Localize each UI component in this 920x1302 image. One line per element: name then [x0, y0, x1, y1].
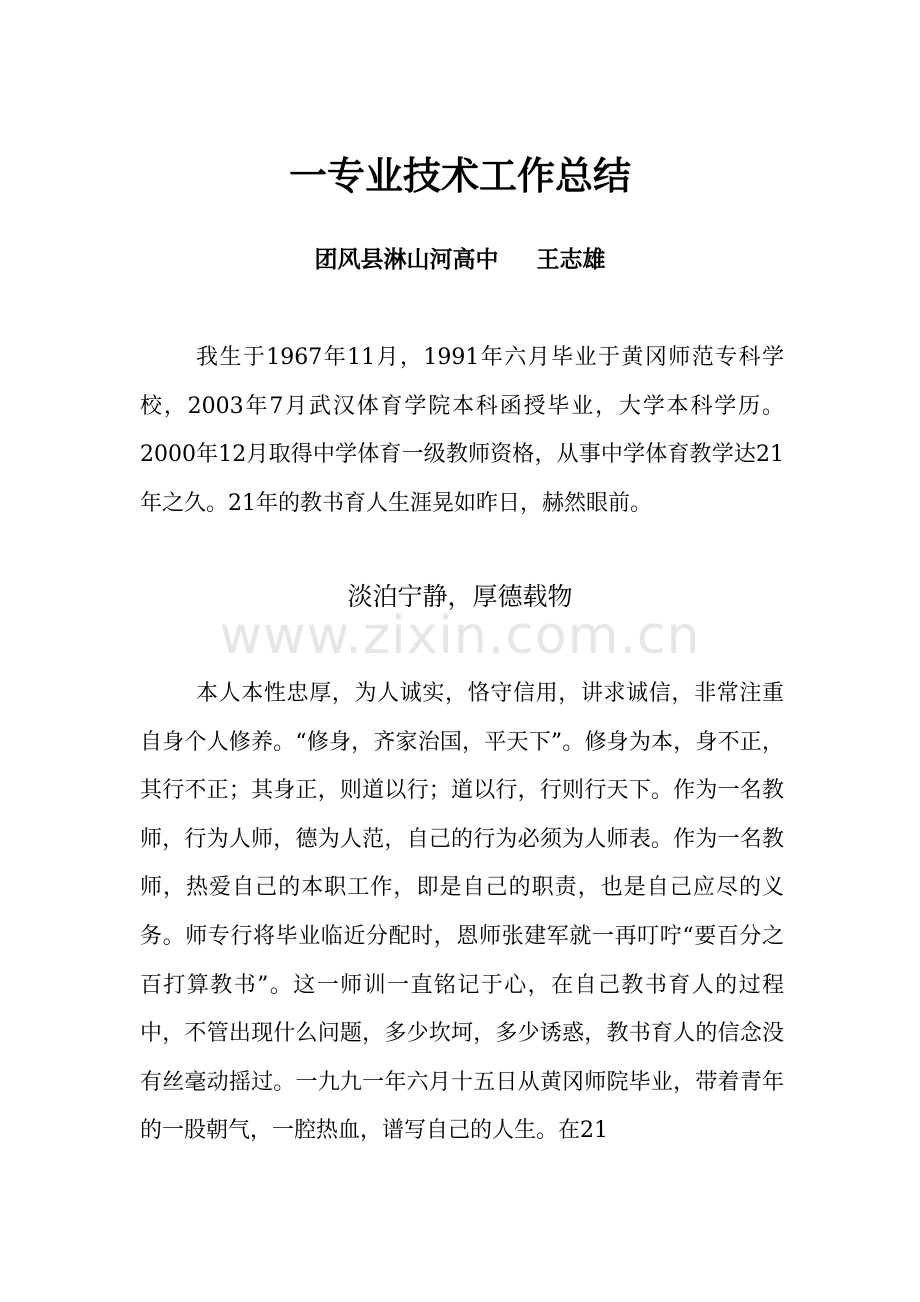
document-title: 一专业技术工作总结	[288, 154, 631, 198]
paragraph-intro: 我生于1967年11月，1991年六月毕业于黄冈师范专科学校，2003年7月武汉体育学院本科函授毕业，大学本科学历。2000年12月取得中学体育一级教师资格，从事中学体育教学达21年之久。21年的教书育人生涯晃如昨日，赫然眼前。	[140, 345, 784, 516]
author-name: 王志雄	[536, 247, 606, 273]
paragraph-body: 本人本性忠厚，为人诚实，恪守信用，讲求诚信，非常注重自身个人修养。“修身，齐家治国，平天下”。修身为本，身不正，其行不正；其身正，则道以行；道以行，行则行天下。作为一名教师，行为人师，德为人范，自己的行为必须为人师表。作为一名教师，热爱自己的本职工作，即是自己的职责，也是自己应尽的义务。师专行将毕业临近分配时，恩师张建军就一再叮咛“要百分之百打算教书”。这一师训一直铭记于心，在自己教书育人的过程中，不管出现什么问题，多少坎坷，多少诱惑，教书育人的信念没有丝毫动摇过。一九九一年六月十五日从黄冈师院毕业，带着青年的一股朝气，一腔热血，谱写自己的人生。在21	[140, 681, 784, 1144]
section-heading: 淡泊宁静，厚德载物	[347, 582, 573, 611]
author-school: 团风县淋山河高中	[314, 247, 499, 273]
watermark: www.zixin.com.cn	[219, 606, 701, 666]
author-line	[0, 240, 920, 280]
